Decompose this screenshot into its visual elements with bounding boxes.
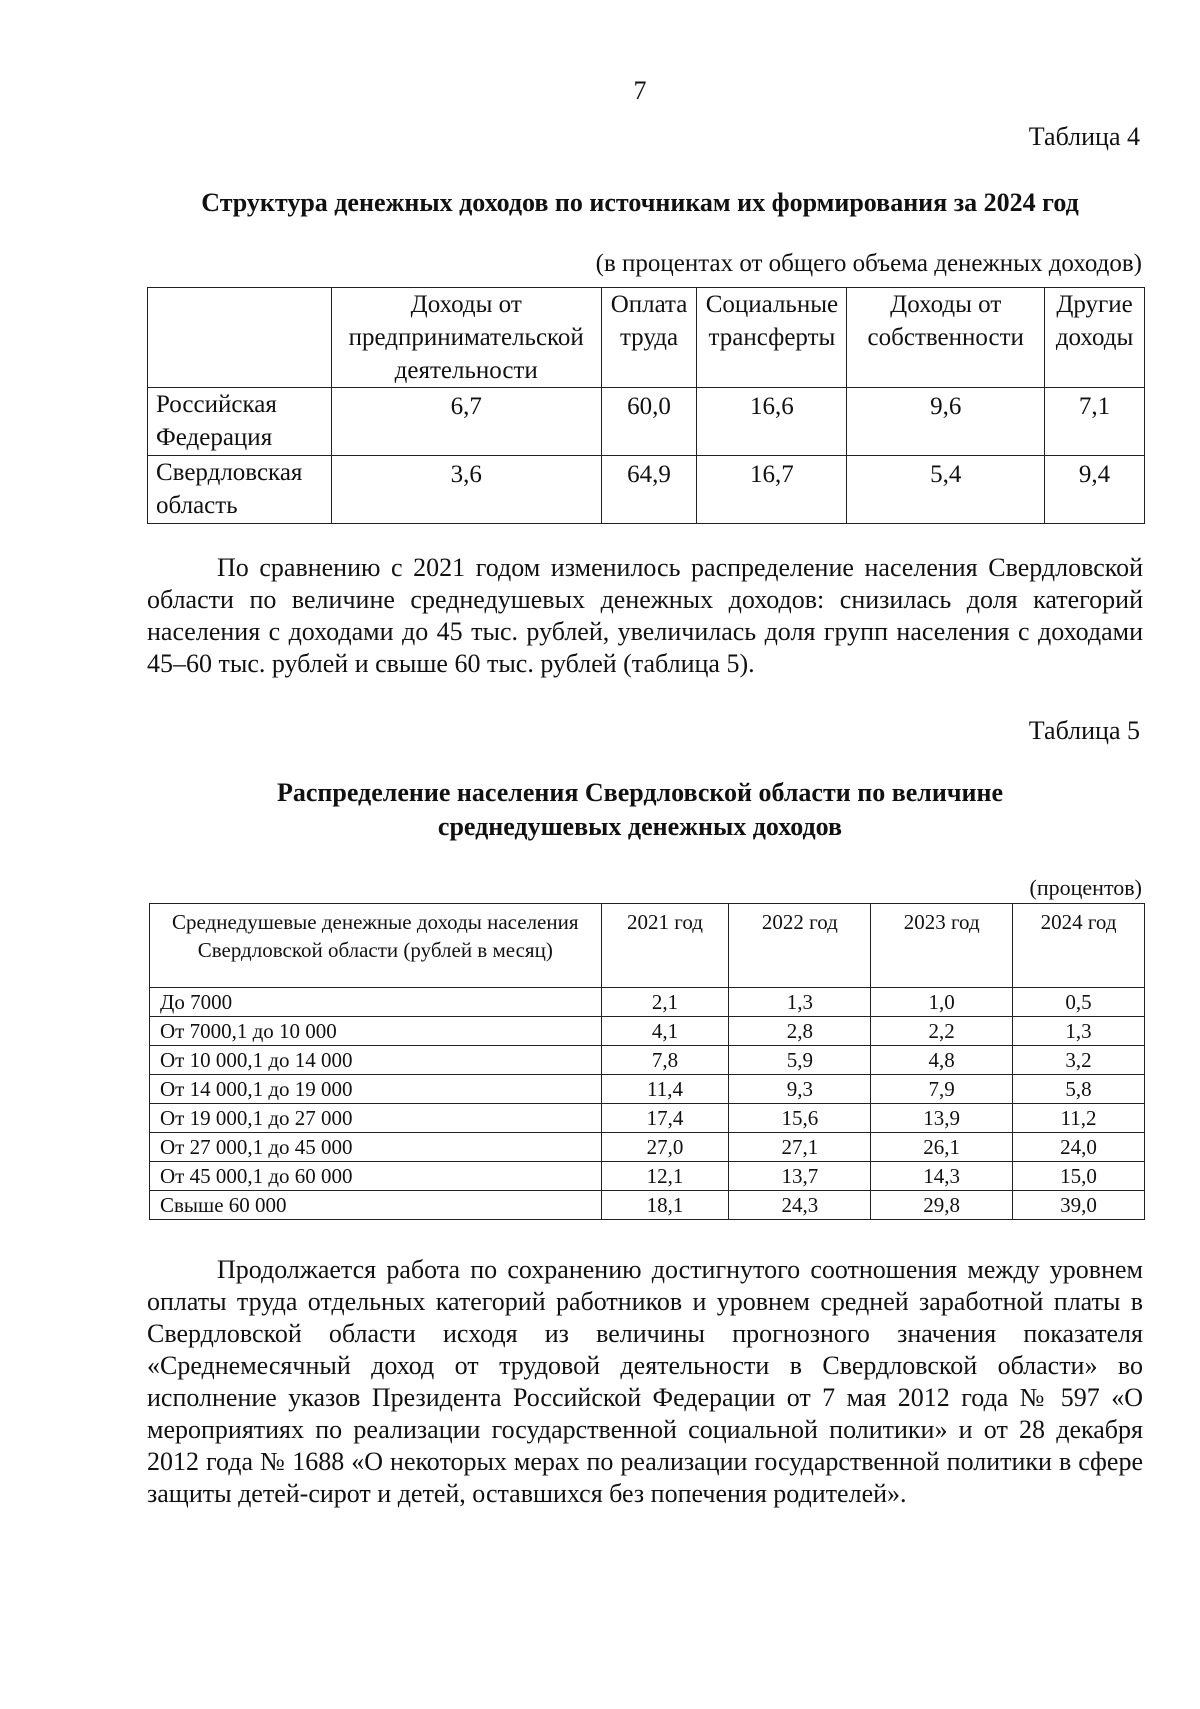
table4-header-cell (148, 288, 332, 388)
table5-title (140, 776, 1140, 844)
table5-units-note: (процентов) (1029, 875, 1142, 900)
table4-title: Структура денежных доходов по источникам их формирования за 2024 год (201, 188, 1079, 217)
table4-units-note: (в процентах от общего объема денежных доходов) (595, 250, 1142, 277)
table4-header-row (148, 288, 1145, 388)
paragraph1-text: По сравнению с 2021 годом изменилось распределение населения Свердловской области по величине среднедушевых денежных доходов: снизилась доля категорий населения с доходами до 45 тыс. рублей, увеличилась доля групп населения с доходами 45–60 тыс. рублей и свыше 60 тыс. рублей (таблица 5). (147, 553, 1143, 678)
table5-cell: 11,2 (1013, 1104, 1145, 1133)
table5-cell: 11,4 (601, 1075, 729, 1104)
table4 (147, 287, 1145, 524)
table5-cell: 12,1 (601, 1162, 729, 1191)
table4-cell: 16,7 (697, 456, 847, 524)
table5-cell: 4,1 (601, 1017, 729, 1046)
table4-region: Российская Федерация (148, 388, 332, 456)
table-row (150, 1046, 1145, 1075)
table-row (150, 1191, 1145, 1220)
table5-income-range: От 7000,1 до 10 000 (150, 1017, 602, 1046)
page-number: 7 (633, 76, 647, 105)
table4-cell: 9,4 (1045, 456, 1145, 524)
table5-cell: 39,0 (1013, 1191, 1145, 1220)
table5-cell: 1,3 (1013, 1017, 1145, 1046)
table4-cell: 6,7 (331, 388, 601, 456)
paragraph-wage-policy (147, 1254, 1143, 1510)
table4-cell: 3,6 (331, 456, 601, 524)
table5-cell: 18,1 (601, 1191, 729, 1220)
table5-cell: 4,8 (871, 1046, 1013, 1075)
table-row (150, 1104, 1145, 1133)
table4-cell: 5,4 (847, 456, 1045, 524)
table5-cell: 2,2 (871, 1017, 1013, 1046)
table5-header-cell: 2023 год (871, 904, 1013, 988)
table5-cell: 1,0 (871, 988, 1013, 1017)
table-row (150, 1075, 1145, 1104)
table5-cell: 2,1 (601, 988, 729, 1017)
table5-cell: 17,4 (601, 1104, 729, 1133)
table5-cell: 2,8 (729, 1017, 871, 1046)
table-row (148, 388, 1145, 456)
table-row (150, 1017, 1145, 1046)
table5-cell: 7,8 (601, 1046, 729, 1075)
table4-header-cell: Доходы от предпринимательской деятельности (331, 288, 601, 388)
table5-cell: 3,2 (1013, 1046, 1145, 1075)
table5-cell: 13,7 (729, 1162, 871, 1191)
table5-income-range: От 19 000,1 до 27 000 (150, 1104, 602, 1133)
table5-cell: 26,1 (871, 1133, 1013, 1162)
table5-header-cell: 2022 год (729, 904, 871, 988)
paragraph2-text: Продолжается работа по сохранению достигнутого соотношения между уровнем оплаты труда отдельных категорий работников и уровнем средней заработной платы в Свердловской области исходя из величины прогнозного значения показателя «Среднемесячный доход от трудовой деятельности в Свердловской области» во исполнение указов Президента Российской Федерации от 7 мая 2012 года № 597 «О мероприятиях по реализации государственной социальной политики» и от 28 декабря 2012 года № 1688 «О некоторых мерах по реализации государственной политики в сфере защиты детей-сирот и детей, оставшихся без попечения родителей». (147, 1255, 1143, 1508)
table5-cell: 13,9 (871, 1104, 1013, 1133)
table4-header-cell: Оплата труда (601, 288, 697, 388)
table5-label: Таблица 5 (1028, 716, 1140, 745)
table5-cell: 14,3 (871, 1162, 1013, 1191)
table5-title-line1: Распределение населения Свердловской области по величине (276, 778, 1004, 807)
table4-cell: 16,6 (697, 388, 847, 456)
table4-cell: 60,0 (601, 388, 697, 456)
table4-cell: 7,1 (1045, 388, 1145, 456)
table4-header-cell: Другие доходы (1045, 288, 1145, 388)
table5-cell: 5,9 (729, 1046, 871, 1075)
table4-label: Таблица 4 (1028, 122, 1140, 151)
table5-cell: 15,0 (1013, 1162, 1145, 1191)
table5-income-range: От 10 000,1 до 14 000 (150, 1046, 602, 1075)
table5-income-range: Свыше 60 000 (150, 1191, 602, 1220)
table-row (150, 988, 1145, 1017)
table5-header-row (150, 904, 1145, 988)
table-row (150, 1133, 1145, 1162)
table5-cell: 29,8 (871, 1191, 1013, 1220)
table5-cell: 15,6 (729, 1104, 871, 1133)
table5-cell: 9,3 (729, 1075, 871, 1104)
table5-cell: 27,1 (729, 1133, 871, 1162)
table5-header-cell: Среднедушевые денежные доходы населения Свердловской области (рублей в месяц) (150, 904, 602, 988)
table4-header-cell: Доходы от собственности (847, 288, 1045, 388)
table5-cell: 24,0 (1013, 1133, 1145, 1162)
table5-income-range: От 27 000,1 до 45 000 (150, 1133, 602, 1162)
paragraph-income-distribution (147, 552, 1143, 680)
table5-header-cell: 2021 год (601, 904, 729, 988)
table5-cell: 1,3 (729, 988, 871, 1017)
table4-header-cell: Социальные трансферты (697, 288, 847, 388)
table4-region: Свердловская область (148, 456, 332, 524)
table4-cell: 64,9 (601, 456, 697, 524)
table5-income-range: От 14 000,1 до 19 000 (150, 1075, 602, 1104)
table5-cell: 27,0 (601, 1133, 729, 1162)
table5-cell: 7,9 (871, 1075, 1013, 1104)
table5-cell: 5,8 (1013, 1075, 1145, 1104)
table-row (148, 456, 1145, 524)
table5 (149, 903, 1145, 1220)
table5-income-range: От 45 000,1 до 60 000 (150, 1162, 602, 1191)
table4-cell: 9,6 (847, 388, 1045, 456)
table5-income-range: До 7000 (150, 988, 602, 1017)
table-row (150, 1162, 1145, 1191)
table5-cell: 0,5 (1013, 988, 1145, 1017)
table5-header-cell: 2024 год (1013, 904, 1145, 988)
table5-cell: 24,3 (729, 1191, 871, 1220)
table5-title-line2: среднедушевых денежных доходов (437, 812, 843, 841)
